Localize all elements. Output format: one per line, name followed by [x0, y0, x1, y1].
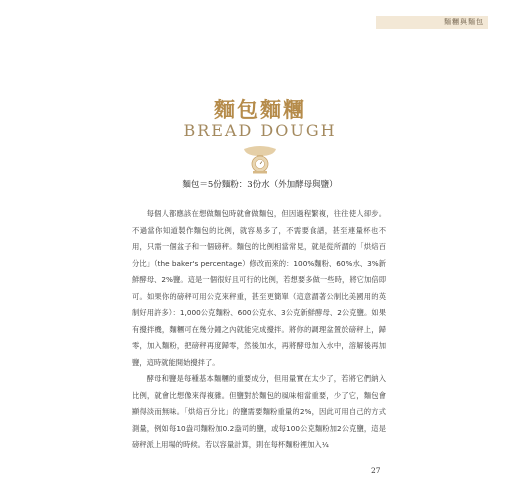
section-title-chinese: 麵包麵糰 [214, 97, 306, 122]
paragraph: 酵母和鹽是每種基本麵糰的重要成分，但用量實在太少了，若將它們納入比例，就會比想像來得複雜。但鹽對於麵包的風味相當重要，少了它，麵包會顯得淡而無味。「烘焙百分比」的鹽需要麵粉重量的2%，因此可用自己的方式測量，例如每10盎司麵粉加0.2盎司的鹽，或每100公克麵粉加2公克鹽，這是磅秤派上用場的時候。若以容量計算，則在每杯麵粉裡加入¼ [132, 374, 386, 449]
body-text [132, 206, 386, 454]
running-head: 麵糰與麵包 [444, 18, 484, 26]
paragraph: 每個人都應該在想做麵包時就會做麵包，但因過程繁複，往往使人卻步。不過當你知道製作麵包的比例，就容易多了，不需要食譜，甚至連量杯也不用，只需一個盆子和一個磅秤。麵包的比例相當常見，就是從所謂的「烘焙百分比」（the baker's percentage）修改而來的：100%麵粉、60%水、3%新鮮酵母、2%鹽。這是一個很好且可行的比例，若想要多做一些時，將它加倍即可。如果你的磅秤可用公克來秤重，甚至更簡單（這意謂著公制比美國用的英制好用許多）：1,000公克麵粉、600公克水、3公克新鮮酵母、2公克鹽。如果有攪拌機，麵糰可在幾分鐘之內就能完成攪拌。將你的調理盆置於磅秤上，歸零，加入麵粉，把磅秤再度歸零，然後加水，再將酵母加入水中，溶解後再加鹽，這時就能開始攪拌了。 [132, 209, 386, 367]
section-title-english: BREAD DOUGH [183, 121, 337, 140]
page-number: 27 [371, 466, 381, 475]
kitchen-scale-icon [241, 144, 279, 174]
ratio-formula: 麵包＝5份麵粉：3份水（外加酵母與鹽） [182, 180, 338, 190]
